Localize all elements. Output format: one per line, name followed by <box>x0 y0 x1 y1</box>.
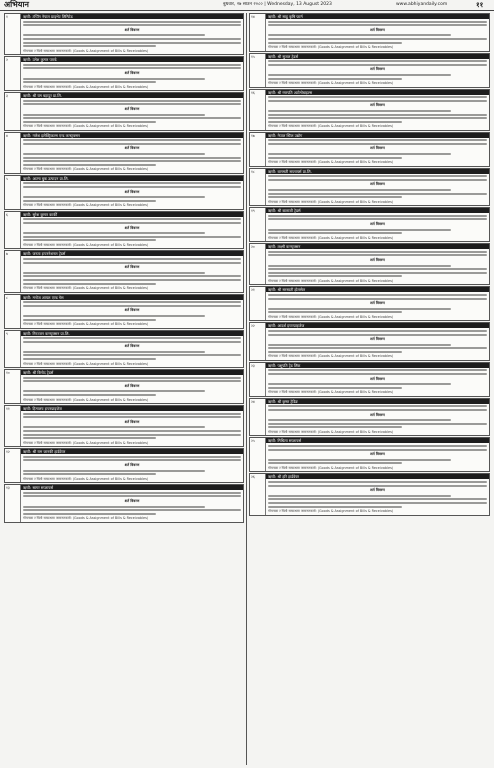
notice-title: ऋणी: मिथिला सप्लायर्स <box>266 438 489 443</box>
notice-text-line <box>268 139 487 141</box>
notice-block <box>249 362 490 397</box>
notice-title: ऋणी: आदर्श इन्टरप्राइजेज <box>266 323 489 328</box>
notice-text-line <box>23 139 241 141</box>
notice-block <box>4 405 244 447</box>
notice-heading: शर्त विवरण <box>370 412 385 417</box>
notice-body <box>266 438 489 471</box>
notice-text-line <box>23 377 241 379</box>
notice-text-line <box>268 275 402 277</box>
notice-number: ९ <box>5 331 21 368</box>
notice-text-line <box>23 380 241 382</box>
notice-number: १८ <box>250 169 266 206</box>
notice-text-line <box>268 347 487 349</box>
notice-text-line <box>23 186 241 188</box>
notice-text-line <box>268 498 487 500</box>
notice-body <box>266 244 489 284</box>
notice-text-line <box>268 373 487 375</box>
notice-text-line <box>268 189 451 191</box>
notice-text-line <box>268 38 487 40</box>
notice-text-line <box>23 459 241 461</box>
notice-body <box>21 251 243 291</box>
notice-text-line <box>23 358 156 360</box>
notice-body <box>21 14 243 54</box>
notice-footer: गोयनका र धितो सम्बन्धमा जमानतकर्ता: (Goods & Assignment of Bills & Receivables) <box>23 516 149 521</box>
notice-heading: शर्त विवरण <box>124 27 140 32</box>
notice-text-line <box>268 330 487 332</box>
notice-title: ऋणी: श्री सरस्वती होलसेल <box>266 287 489 292</box>
notice-body <box>21 212 243 249</box>
notice-number: ५ <box>5 176 21 209</box>
notice-footer: गोयनका र धितो सम्बन्धमा जमानतकर्ता: (Goods & Assignment of Bills & Receivables) <box>23 397 149 402</box>
notice-body <box>21 406 243 446</box>
notice-heading: शर्त विवरण <box>124 419 140 424</box>
notice-block <box>4 175 244 210</box>
notice-text-line <box>268 495 451 497</box>
notice-block <box>4 92 244 131</box>
notice-body <box>266 133 489 166</box>
notice-body <box>266 287 489 320</box>
notice-body <box>266 474 489 514</box>
notice-number: २ <box>5 57 21 90</box>
notice-text-line <box>23 272 205 274</box>
notice-footer: गोयनका र धितो सम्बन्धमा जमानतकर्ता: (Goods & Assignment of Bills & Receivables) <box>268 235 394 240</box>
notice-heading: शर्त विवरण <box>370 182 385 187</box>
notice-body <box>21 331 243 368</box>
notice-title: ऋणी: नेपाल स्टिल उद्योग <box>266 133 489 138</box>
notice-body <box>266 54 489 87</box>
notice-number: ८ <box>5 295 21 328</box>
notice-text-line <box>23 390 205 392</box>
notice-text-line <box>268 114 487 116</box>
notice-number: १६ <box>250 90 266 130</box>
notice-block <box>4 448 244 483</box>
notice-body <box>21 133 243 173</box>
notice-footer: गोयनका र धितो सम्बन्धमा जमानतकर्ता: (Goods & Assignment of Bills & Receivables) <box>268 124 394 129</box>
notice-block <box>249 437 490 472</box>
notice-number: १३ <box>5 485 21 522</box>
notice-footer: गोयनका र धितो सम्बन्धमा जमानतकर्ता: (Goods & Assignment of Bills & Receivables) <box>23 286 149 291</box>
notice-title: ऋणी: श्री यम बहादुर प्रा.लि. <box>21 93 243 98</box>
notice-text-line <box>268 42 402 44</box>
notice-text-line <box>23 315 205 317</box>
notice-footer: गोयनका र धितो सम्बन्धमा जमानतकर्ता: (Goods & Assignment of Bills & Receivables) <box>268 465 394 470</box>
notice-footer: गोयनका र धितो सम्बन्धमा जमानतकर्ता: (Goods & Assignment of Bills & Receivables) <box>268 314 394 319</box>
notice-text-line <box>268 445 487 447</box>
notice-footer: गोयनका र धितो सम्बन्धमा जमानतकर्ता: (Goods & Assignment of Bills & Receivables) <box>268 81 394 86</box>
notice-text-line <box>23 38 241 40</box>
notice-text-line <box>23 430 241 432</box>
notice-title: ऋणी: गणेश इलेक्ट्रिकल्स एन्ड कन्स्ट्रक्सन <box>21 133 243 138</box>
notice-text-line <box>268 423 487 425</box>
notice-block <box>4 294 244 329</box>
notice-text-line <box>268 481 487 483</box>
notice-number: २१ <box>250 287 266 320</box>
notice-body <box>266 90 489 130</box>
notice-text-line <box>23 157 241 159</box>
notice-text-line <box>23 81 156 83</box>
notice-text-line <box>23 456 241 458</box>
notice-block <box>4 56 244 91</box>
notice-text-line <box>268 117 487 119</box>
notice-body <box>21 370 243 403</box>
notice-text-line <box>23 114 205 116</box>
notice-footer: गोयनका र धितो सम्बन्धमा जमानतकर्ता: (Goods & Assignment of Bills & Receivables) <box>23 203 149 208</box>
notice-body <box>21 57 243 90</box>
notice-block <box>4 369 244 404</box>
notice-number: ७ <box>5 251 21 291</box>
notice-text-line <box>268 74 451 76</box>
notice-text-line <box>23 351 205 353</box>
notice-text-line <box>268 351 402 353</box>
notice-text-line <box>268 193 487 195</box>
notice-text-line <box>23 279 241 281</box>
notice-footer: गोयनका र धितो सम्बन्धमा जमानतकर्ता: (Goods & Assignment of Bills & Receivables) <box>23 48 149 53</box>
notice-text-line <box>268 100 487 102</box>
notice-text-line <box>23 301 241 303</box>
notice-block <box>249 286 490 321</box>
notice-text-line <box>23 103 241 105</box>
notice-number: २० <box>250 244 266 284</box>
notice-number: ४ <box>5 133 21 173</box>
notice-footer: गोयनका र धितो सम्बन्धमा जमानतकर्ता: (Goods & Assignment of Bills & Receivables) <box>23 242 149 247</box>
notice-text-line <box>23 394 156 396</box>
notice-block <box>4 250 244 292</box>
notice-text-line <box>268 24 487 26</box>
website-url: www.abhiyandaily.com <box>396 2 448 7</box>
notice-footer: गोयनका र धितो सम्बन्धमा जमानतकर्ता: (Goods & Assignment of Bills & Receivables) <box>23 361 149 366</box>
notice-text-line <box>23 434 241 436</box>
notice-text-line <box>23 117 241 119</box>
notice-text-line <box>268 121 402 123</box>
notice-text-line <box>23 413 241 415</box>
notice-text-line <box>23 470 205 472</box>
notice-text-line <box>23 513 156 515</box>
notice-footer: गोयनका र धितो सम्बन्धमा जमानतकर्ता: (Goods & Assignment of Bills & Receivables) <box>268 390 394 395</box>
notice-body <box>266 399 489 436</box>
notice-text-line <box>23 232 205 234</box>
notice-text-line <box>268 449 487 451</box>
notice-number: २२ <box>250 323 266 360</box>
notice-title: ऋणी: आत्मा बुक उत्पादन प्रा.लि. <box>21 176 243 181</box>
notice-number: १९ <box>250 208 266 241</box>
notice-title: ऋणी: श्री हरि हार्डवेयर <box>266 474 489 479</box>
notice-text-line <box>268 459 451 461</box>
notice-text-line <box>23 495 241 497</box>
notice-heading: शर्त विवरण <box>370 222 385 226</box>
notice-title: ऋणी: निरञ्जन कन्स्ट्रक्सन प्रा.लि. <box>21 331 243 336</box>
notice-text-line <box>268 419 451 421</box>
notice-text-line <box>268 110 451 112</box>
notice-text-line <box>23 45 156 47</box>
notice-text-line <box>268 96 487 98</box>
notice-text-line <box>23 160 241 162</box>
notice-text-line <box>23 341 241 343</box>
notice-title: ऋणी: उमेश कुमार पाण्डे <box>21 57 243 62</box>
notice-text-line <box>268 179 487 181</box>
notice-body <box>21 176 243 209</box>
notice-heading: शर्त विवरण <box>124 189 140 194</box>
notice-title: ऋणी: मनोज आयल एण्ड गेस <box>21 295 243 300</box>
notice-title: ऋणी: श्री राम जानकी हार्डवेयर <box>21 449 243 454</box>
notice-text-line <box>268 311 402 313</box>
notice-text-line <box>23 42 241 44</box>
notice-heading: शर्त विवरण <box>370 337 385 342</box>
notice-text-line <box>23 100 241 102</box>
notice-body <box>266 14 489 51</box>
notice-text-line <box>268 251 487 253</box>
notice-text-line <box>23 305 241 307</box>
notice-block <box>4 484 244 523</box>
masthead <box>0 0 494 11</box>
notice-body <box>21 485 243 522</box>
notice-number: १५ <box>250 54 266 87</box>
notice-text-line <box>268 64 487 66</box>
notice-text-line <box>268 229 451 231</box>
notice-text-line <box>23 337 241 339</box>
notice-heading: शर्त विवरण <box>370 488 385 493</box>
notice-heading: शर्त विवरण <box>370 452 385 457</box>
notice-title: ऋणी: सागर सप्लायर्स <box>21 485 243 490</box>
section-title: अभियान <box>4 0 29 9</box>
notice-text-line <box>268 344 451 346</box>
notice-text-line <box>23 426 205 428</box>
notice-footer: गोयनका र धितो सम्बन्धमा जमानतकर्ता: (Goods & Assignment of Bills & Receivables) <box>268 430 394 434</box>
notice-heading: शर्त विवरण <box>124 106 140 111</box>
notice-text-line <box>23 506 205 508</box>
notice-heading: शर्त विवरण <box>124 146 140 151</box>
notice-block <box>249 322 490 361</box>
notice-text-line <box>268 78 402 80</box>
notice-text-line <box>268 369 487 371</box>
notice-block <box>249 243 490 285</box>
notice-number: १० <box>5 370 21 403</box>
notice-text-line <box>268 334 487 336</box>
notice-heading: शर्त विवरण <box>124 308 140 313</box>
notice-body <box>266 363 489 396</box>
notice-text-line <box>268 409 487 411</box>
notice-body <box>266 323 489 360</box>
notice-text-line <box>23 239 156 241</box>
notice-number: २३ <box>250 363 266 396</box>
notice-heading: शर्त विवरण <box>370 103 385 108</box>
notice-footer: गोयनका र धितो सम्बन्धमा जमानतकर्ता: (Goods & Assignment of Bills & Receivables) <box>23 476 149 481</box>
notice-title: ऋणी: श्री साहु कृषि फार्म <box>266 14 489 19</box>
notice-heading: शर्त विवरण <box>124 265 140 270</box>
column-divider <box>246 13 247 765</box>
notice-block <box>4 132 244 174</box>
notice-text-line <box>268 405 487 407</box>
notice-block <box>249 132 490 167</box>
notice-text-line <box>23 34 205 36</box>
notice-text-line <box>23 473 156 475</box>
notice-text-line <box>268 60 487 62</box>
notice-text-line <box>268 196 402 198</box>
notice-title: ऋणी: पशुपति ट्रेड लिंक <box>266 363 489 368</box>
notice-footer: गोयनका र धितो सम्बन्धमा जमानतकर्ता: (Goods & Assignment of Bills & Receivables) <box>23 440 149 445</box>
notice-text-line <box>23 21 241 23</box>
notice-block <box>249 398 490 437</box>
notice-text-line <box>23 218 241 220</box>
notice-text-line <box>23 121 156 123</box>
notice-text-line <box>268 506 402 508</box>
notice-footer: गोयनका र धितो सम्बन्धमा जमानतकर्ता: (Goods & Assignment of Bills & Receivables) <box>23 124 149 129</box>
notice-block <box>249 207 490 242</box>
notice-text-line <box>268 383 451 385</box>
notice-text-line <box>23 78 205 80</box>
notice-heading: शर्त विवरण <box>124 383 140 388</box>
notice-body <box>21 449 243 482</box>
notice-footer: गोयनका र धितो सम्बन्धमा जमानतकर्ता: (Goods & Assignment of Bills & Receivables) <box>23 322 149 327</box>
notice-title: ऋणी: श्री बालाजी ट्रेडर्स <box>266 208 489 213</box>
notice-text-line <box>23 182 241 184</box>
notice-title: ऋणी: श्री बिनोद ट्रेडर्स <box>21 370 243 375</box>
notice-text-line <box>23 24 241 26</box>
notice-text-line <box>268 175 487 177</box>
notice-footer: गोयनका र धितो सम्बन्धमा जमानतकर्ता: (Goods & Assignment of Bills & Receivables) <box>268 160 394 165</box>
notice-text-line <box>23 164 156 166</box>
notice-text-line <box>268 272 487 274</box>
notice-text-line <box>268 294 487 296</box>
notice-heading: शर्त विवरण <box>370 376 385 381</box>
notice-heading: शर्त विवरण <box>370 67 385 72</box>
notice-number: २५ <box>250 438 266 471</box>
notice-title: ऋणी: जनता इन्टरनेशनल ट्रेडर्स <box>21 251 243 256</box>
notice-heading: शर्त विवरण <box>124 498 140 503</box>
notice-column-right <box>249 13 490 765</box>
notice-title: ऋणी: टप्पिंग नेपाल प्राइभेट लिमिटेड <box>21 14 243 19</box>
notice-heading: शर्त विवरण <box>124 225 140 230</box>
notice-text-line <box>268 268 487 270</box>
notice-column-left <box>4 13 244 765</box>
notice-text-line <box>23 236 241 238</box>
notice-text-line <box>23 143 241 145</box>
notice-text-line <box>23 200 156 202</box>
notice-text-line <box>268 502 487 504</box>
notice-heading: शर्त विवरण <box>370 257 385 262</box>
notice-title: ऋणी: श्री गणपति अटोमोबाइल्स <box>266 90 489 95</box>
notice-number: ३ <box>5 93 21 130</box>
notice-text-line <box>23 437 156 439</box>
notice-text-line <box>268 153 451 155</box>
notice-number: ६ <box>5 212 21 249</box>
notice-text-line <box>23 509 241 511</box>
notice-text-line <box>268 157 402 159</box>
notice-text-line <box>268 308 451 310</box>
notice-footer: गोयनका र धितो सम्बन्धमा जमानतकर्ता: (Goods & Assignment of Bills & Receivables) <box>268 199 394 204</box>
issue-date: बुधवार, २७ साउन २०८० | Wednesday, 13 August 2023 <box>223 2 332 7</box>
notice-text-line <box>23 416 241 418</box>
notice-text-line <box>268 215 487 217</box>
notice-text-line <box>23 67 241 69</box>
notice-number: १ <box>5 14 21 54</box>
notice-number: १४ <box>250 14 266 51</box>
notice-text-line <box>23 354 241 356</box>
notice-title: ऋणी: लक्ष्मी कन्स्ट्रक्सन <box>266 244 489 249</box>
notice-text-line <box>23 258 241 260</box>
notice-text-line <box>268 218 487 220</box>
notice-text-line <box>268 426 402 428</box>
notice-text-line <box>23 283 156 285</box>
notice-text-line <box>268 462 402 464</box>
notice-footer: गोयनका र धितो सम्बन्धमा जमानतकर्ता: (Goods & Assignment of Bills & Receivables) <box>268 354 394 359</box>
notice-block <box>249 168 490 207</box>
notice-text-line <box>268 265 451 267</box>
notice-number: २६ <box>250 474 266 514</box>
notice-text-line <box>23 222 241 224</box>
notice-block <box>249 473 490 515</box>
notice-heading: शर्त विवरण <box>124 462 140 467</box>
notice-heading: शर्त विवरण <box>124 70 140 75</box>
notice-footer: गोयनका र धितो सम्बन्धमा जमानतकर्ता: (Goods & Assignment of Bills & Receivables) <box>268 278 394 283</box>
notice-heading: शर्त विवरण <box>370 146 385 151</box>
notice-number: १२ <box>5 449 21 482</box>
notice-text-line <box>268 298 487 300</box>
page-number: ११ <box>476 1 484 9</box>
notice-body <box>21 93 243 130</box>
notice-heading: शर्त विवरण <box>124 344 140 349</box>
notice-text-line <box>268 232 402 234</box>
notice-text-line <box>23 319 156 321</box>
notice-title: ऋणी: सुरेश कुमार कार्की <box>21 212 243 217</box>
notice-block <box>4 211 244 250</box>
notice-block <box>249 53 490 88</box>
notice-number: १७ <box>250 133 266 166</box>
notice-text-line <box>268 485 487 487</box>
notice-title: ऋणी: बागमती सप्लायर्स प्रा.लि. <box>266 169 489 174</box>
notice-title: ऋणी: श्री कृष्ण ट्रेडिङ <box>266 399 489 404</box>
notice-heading: शर्त विवरण <box>370 27 385 32</box>
notice-text-line <box>268 387 402 389</box>
notice-block <box>249 13 490 52</box>
notice-footer: गोयनका र धितो सम्बन्धमा जमानतकर्ता: (Goods & Assignment of Bills & Receivables) <box>23 167 149 172</box>
notice-block <box>249 89 490 131</box>
notice-text-line <box>268 34 451 36</box>
notice-text-line <box>23 492 241 494</box>
notice-text-line <box>23 153 205 155</box>
notice-text-line <box>268 143 487 145</box>
notice-block <box>4 330 244 369</box>
notice-body <box>266 208 489 241</box>
notice-text-line <box>23 196 205 198</box>
notice-title: ऋणी: हिमालय इन्टरप्राइजेज <box>21 406 243 411</box>
notice-text-line <box>268 21 487 23</box>
notice-footer: गोयनका र धितो सम्बन्धमा जमानतकर्ता: (Goods & Assignment of Bills & Receivables) <box>23 84 149 89</box>
notice-number: २४ <box>250 399 266 436</box>
notice-block <box>4 13 244 55</box>
notice-text-line <box>23 64 241 66</box>
notice-footer: गोयनका र धितो सम्बन्धमा जमानतकर्ता: (Goods & Assignment of Bills & Receivables) <box>268 45 394 50</box>
notice-number: ११ <box>5 406 21 446</box>
notice-text-line <box>268 254 487 256</box>
notice-footer: गोयनका र धितो सम्बन्धमा जमानतकर्ता: (Goods & Assignment of Bills & Receivables) <box>268 509 394 514</box>
notice-title: ऋणी: श्री सुजल ट्रेडर्स <box>266 54 489 59</box>
notice-body <box>21 295 243 328</box>
notice-text-line <box>23 262 241 264</box>
notice-text-line <box>23 275 241 277</box>
notice-heading: शर्त विवरण <box>370 301 385 306</box>
notice-body <box>266 169 489 206</box>
